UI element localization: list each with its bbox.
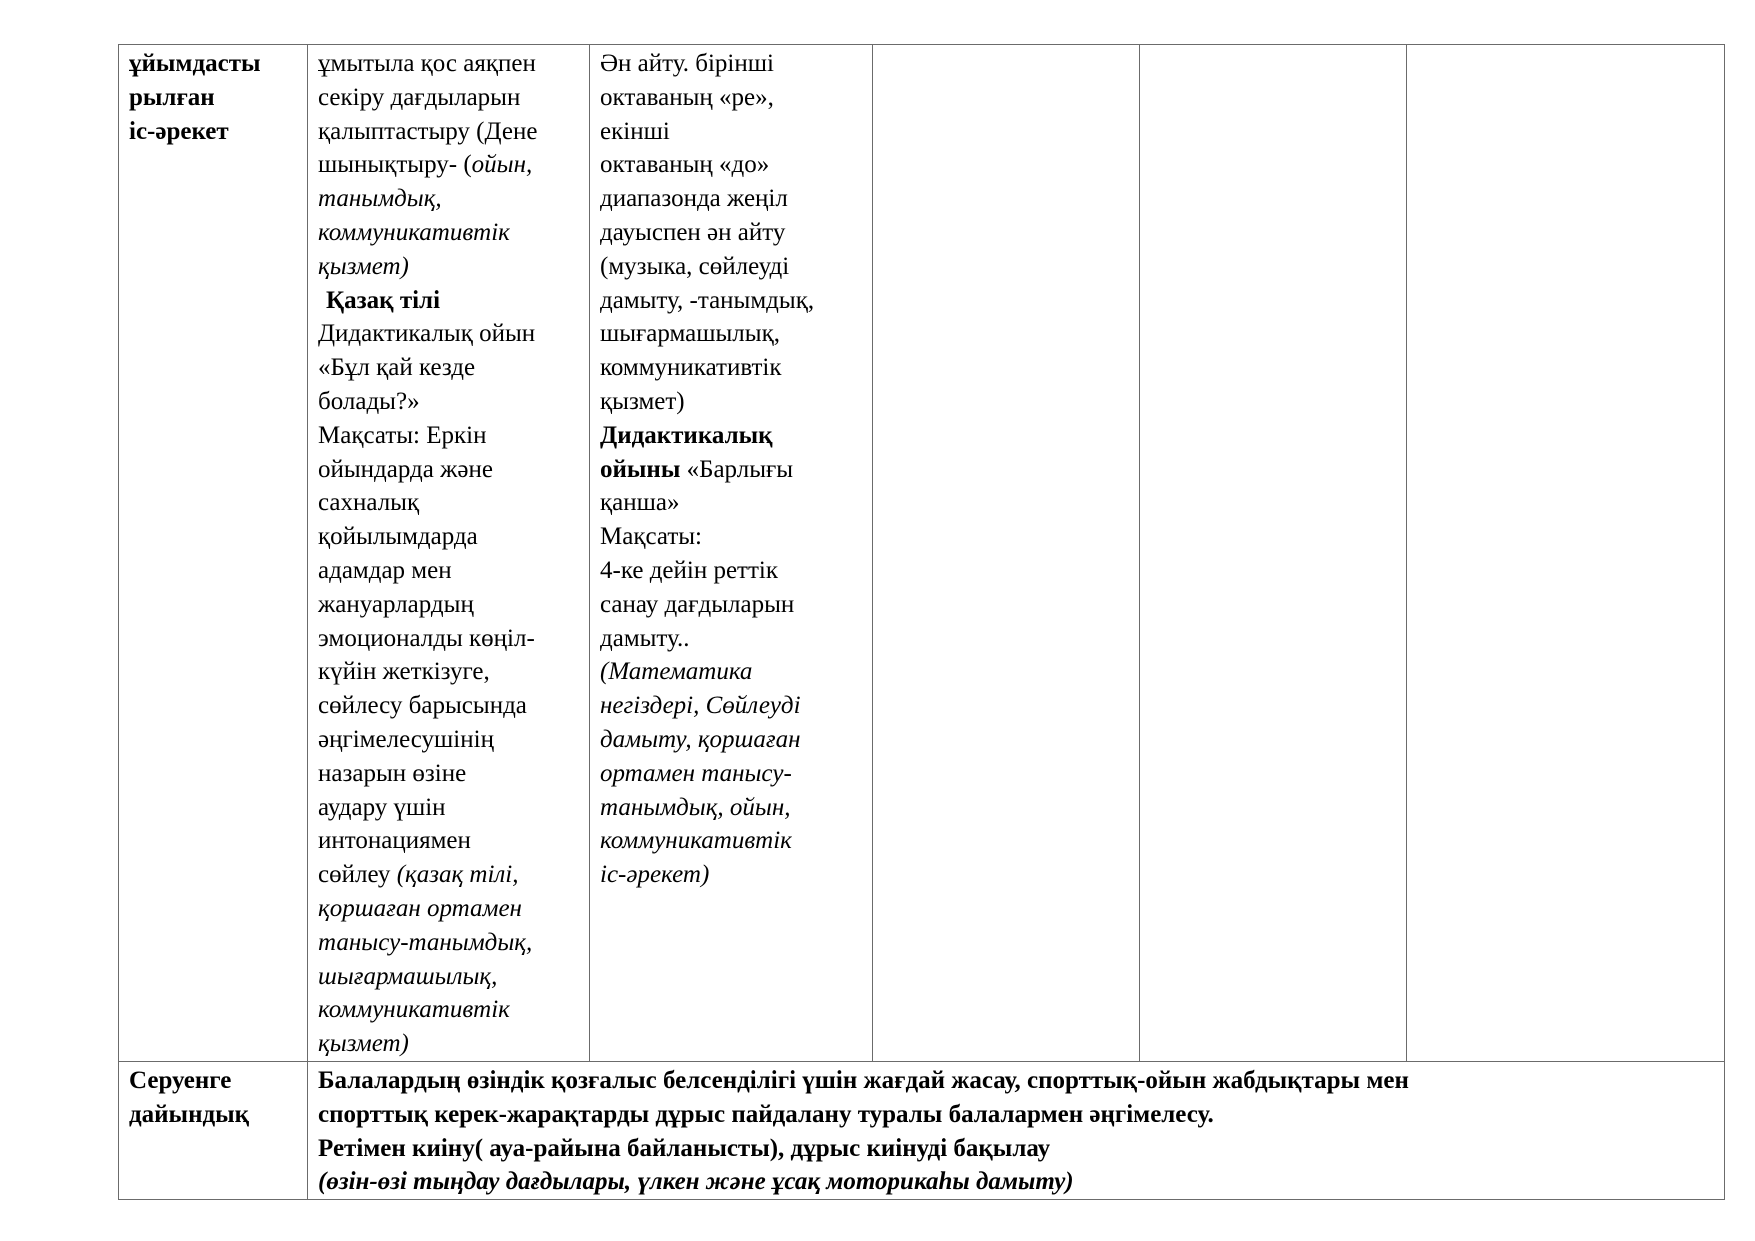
text-line-bold: спорттық керек-жарақтарды дұрыс пайдалану туралы балалармен әңгімелесу. bbox=[318, 1100, 1214, 1128]
text-line bbox=[600, 453, 862, 487]
text-line-italic: коммуникативтік bbox=[318, 218, 510, 246]
text-line: секіру дағдыларын bbox=[318, 83, 521, 111]
text-line: адамдар мен bbox=[318, 556, 452, 584]
text-line: (музыка, сөйлеуді bbox=[600, 252, 790, 280]
row-label-cell bbox=[119, 45, 308, 1062]
text-line: «Бұл қай кезде bbox=[318, 354, 476, 382]
text-line: октаваның «до» bbox=[600, 151, 770, 179]
empty-cell-6 bbox=[1407, 45, 1725, 1062]
text-line: жануарлардың bbox=[318, 590, 474, 618]
game-heading: ойыны bbox=[600, 455, 681, 483]
walk-preparation-cell bbox=[308, 1061, 1725, 1199]
text-line: назарын өзіне bbox=[318, 759, 467, 787]
text-plain: сөйлеу bbox=[318, 861, 397, 889]
row-label-line: іс-әрекет bbox=[129, 117, 229, 145]
text-line: сахналық bbox=[318, 489, 420, 517]
table-row-organized-activity bbox=[119, 45, 1725, 1062]
activity-cell-2 bbox=[308, 45, 590, 1062]
text-line-italic: коммуникативтік bbox=[318, 996, 510, 1024]
text-plain: шынықтыру- ( bbox=[318, 151, 472, 179]
game-heading: Дидактикалық bbox=[600, 421, 773, 449]
table-row-walk-preparation bbox=[119, 1061, 1725, 1199]
text-line: Мақсаты: bbox=[600, 523, 702, 551]
text-line-italic: қызмет) bbox=[318, 1030, 409, 1058]
text-line-italic: танымдық, bbox=[318, 185, 442, 213]
subject-heading: Қазақ тілі bbox=[326, 286, 441, 314]
text-line: санау дағдыларын bbox=[600, 590, 795, 618]
text-line: интонациямен bbox=[318, 827, 471, 855]
text-line: сөйлесу барысында bbox=[318, 692, 527, 720]
text-line: дамыту, -танымдық, bbox=[600, 286, 815, 314]
row-label-line: дайындық bbox=[129, 1100, 250, 1128]
row-label-line: Серуенге bbox=[129, 1066, 232, 1094]
text-line-italic: негіздері, Сөйлеуді bbox=[600, 692, 801, 720]
row-label-cell bbox=[119, 1061, 308, 1199]
text-line-bold: Балалардың өзіндік қозғалыс белсенділігі үшін жағдай жасау, спорттық-ойын жабдықтары мен bbox=[318, 1066, 1409, 1094]
text-line: эмоционалды көңіл- bbox=[318, 624, 535, 652]
text-line: болады?» bbox=[318, 387, 420, 415]
text-line: ойындарда және bbox=[318, 455, 493, 483]
text-line bbox=[318, 148, 579, 182]
text-line-italic: ортамен танысу- bbox=[600, 759, 792, 787]
text-line: дауыспен ән айту bbox=[600, 218, 786, 246]
text-line-italic: дамыту, қоршаған bbox=[600, 725, 801, 753]
text-line: 4-ке дейін реттік bbox=[600, 556, 779, 584]
text-line: коммуникативтік bbox=[600, 354, 782, 382]
row-label-line: ұйымдасты bbox=[129, 50, 261, 77]
text-line: Ән айту. бірінші bbox=[600, 50, 774, 77]
text-line: қызмет) bbox=[600, 387, 685, 415]
empty-cell-4 bbox=[873, 45, 1140, 1062]
text-line-italic: танымдық, ойын, bbox=[600, 793, 791, 821]
text-line: диапазонда жеңіл bbox=[600, 185, 788, 213]
text-italic: ойын, bbox=[471, 151, 533, 179]
text-line-italic: қоршаған ортамен bbox=[318, 894, 522, 922]
game-title: қанша» bbox=[600, 489, 680, 517]
text-line: дамыту.. bbox=[600, 624, 690, 652]
text-line-italic: қызмет) bbox=[318, 252, 409, 280]
game-title: «Барлығы bbox=[680, 455, 794, 483]
text-line-italic: танысу-танымдық, bbox=[318, 928, 533, 956]
text-line-italic: шығармашылық, bbox=[318, 962, 498, 990]
text-line: аудару үшін bbox=[318, 793, 446, 821]
text-line-italic: (Математика bbox=[600, 658, 753, 686]
empty-cell-5 bbox=[1140, 45, 1407, 1062]
text-line-bold: Ретімен киіну( ауа-райына байланысты), дұрыс киінуді бақылау bbox=[318, 1134, 1051, 1162]
text-line bbox=[318, 858, 579, 892]
text-line: қалыптастыру (Дене bbox=[318, 117, 538, 145]
text-line: қойылымдарда bbox=[318, 523, 478, 551]
text-line-italic: іс-әрекет) bbox=[600, 861, 710, 889]
text-line: октаваның «ре», bbox=[600, 83, 774, 111]
text-line: Дидактикалық ойын bbox=[318, 320, 536, 348]
activity-cell-3 bbox=[590, 45, 873, 1062]
row-label-line: рылған bbox=[129, 83, 215, 111]
text-line: әңгімелесушінің bbox=[318, 725, 494, 753]
schedule-table bbox=[118, 44, 1725, 1200]
text-line: күйін жеткізуге, bbox=[318, 658, 490, 686]
document-page bbox=[118, 44, 1724, 1200]
text-line: Мақсаты: Еркін bbox=[318, 421, 487, 449]
text-line-bold-italic: (өзін-өзі тыңдау дағдылары, үлкен және ұсақ моторикаһы дамыту) bbox=[318, 1168, 1074, 1196]
text-line: ұмытыла қос аяқпен bbox=[318, 50, 536, 77]
text-italic: (қазақ тілі, bbox=[396, 861, 519, 889]
text-line: екінші bbox=[600, 117, 670, 145]
text-line-italic: коммуникативтік bbox=[600, 827, 792, 855]
text-line: шығармашылық, bbox=[600, 320, 780, 348]
